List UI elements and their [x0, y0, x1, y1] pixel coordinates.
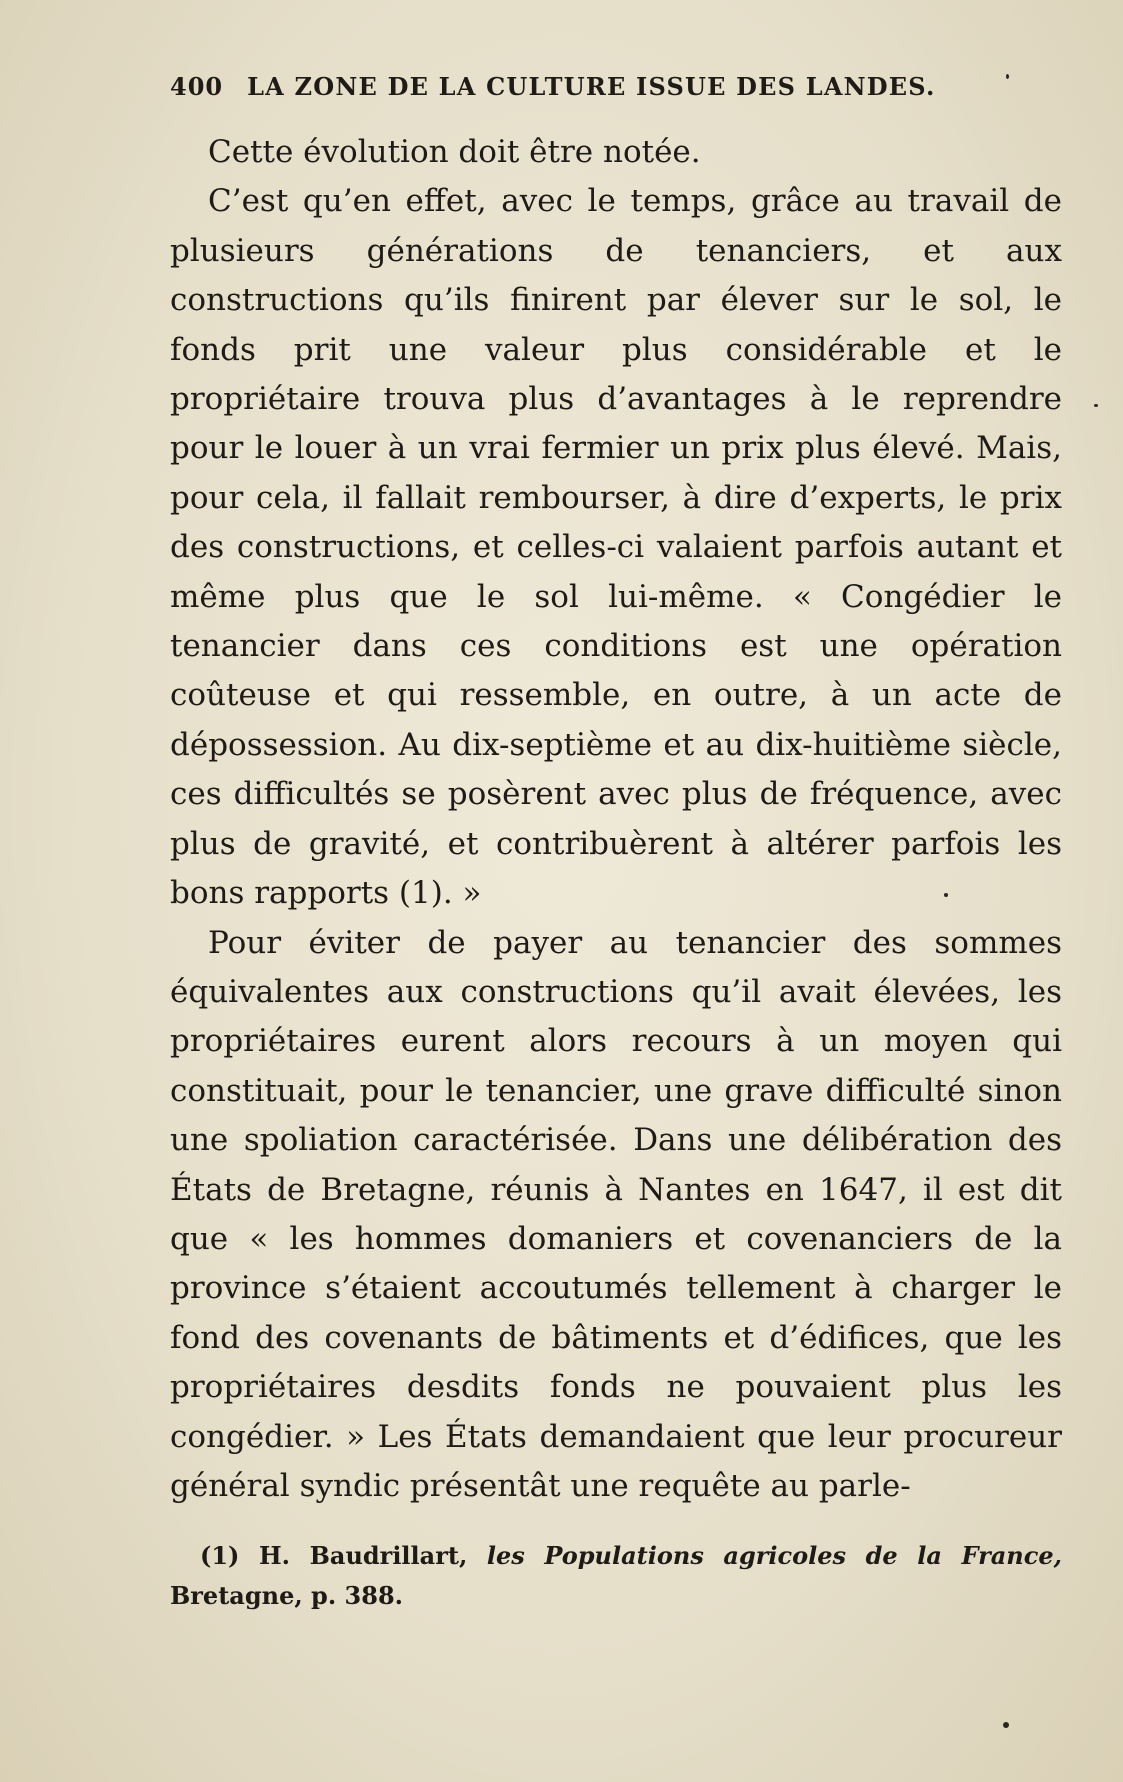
- running-header: [170, 66, 1010, 106]
- body-text: [170, 128, 1062, 1511]
- footnote-author: H. Baudrillart,: [259, 1541, 468, 1570]
- ink-speck: [1006, 74, 1009, 79]
- paragraph-2: C’est qu’en effet, avec le temps, grâce au travail de plusieurs générations de tenanciers, et aux constructions qu’ils finirent par élever sur le sol, le fonds prit une valeur plus considérable et le propriétaire trouva plus d’avantages à le reprendre pour le louer à un vrai fermier un prix plus élevé. Mais, pour cela, il fallait rembourser, à dire d’experts, le prix des constructions, et celles-ci valaient parfois autant et même plus que le sol lui-même. « Congédier le tenancier dans ces conditions est une opération coûteuse et qui ressemble, en outre, à un acte de dépossession. Au dix-septième et au dix-huitième siècle, ces difficultés se posèrent avec plus de fréquence, avec plus de gravité, et contribuèrent à altérer parfois les bons rapports (1). »: [170, 183, 1062, 912]
- paragraph-3: Pour éviter de payer au tenancier des sommes équivalentes aux constructions qu’il avait élevées, les propriétaires eurent alors recours à un moyen qui constituait, pour le tenancier, une grave difficulté sinon une spoliation caractérisée. Dans une délibération des États de Bretagne, réunis à Nantes en 1647, il est dit que « les hommes domaniers et covenanciers de la province s’étaient accoutumés tellement à charger le fond des covenants de bâtiments et d’édifices, que les propriétaires desdits fonds ne pouvaient plus les congédier. » Les États demandaient que leur procureur général syndic présentât une requête au parle-: [170, 924, 1062, 1504]
- footnote-title: les Populations agricoles de la France,: [486, 1541, 1062, 1570]
- footnote-rest: Bretagne, p. 388.: [170, 1581, 403, 1610]
- ink-speck: [944, 893, 948, 897]
- page-number: 400: [170, 71, 224, 101]
- ink-speck: [1003, 1722, 1009, 1728]
- footnote: [170, 1536, 1062, 1616]
- ink-speck: [1094, 404, 1098, 407]
- footnote-text: [170, 1536, 1062, 1616]
- running-title: LA ZONE DE LA CULTURE ISSUE DES LANDES.: [247, 71, 936, 101]
- footnote-marker: (1): [200, 1541, 240, 1570]
- paragraph-1: Cette évolution doit être notée.: [208, 134, 701, 170]
